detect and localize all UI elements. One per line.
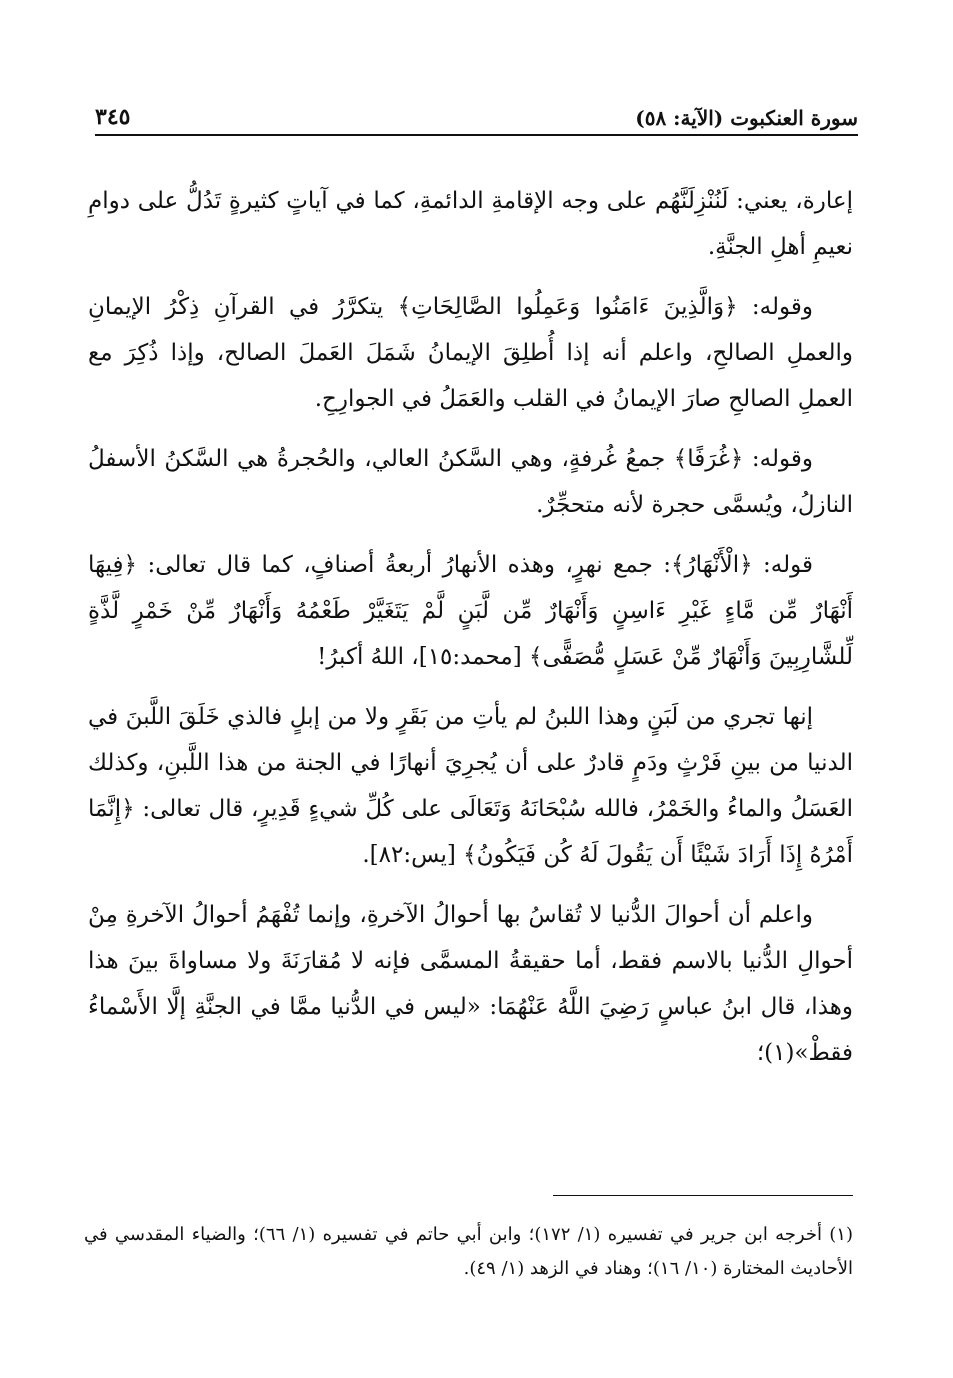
paragraph: قوله: ﴿الْأَنْهَارُ﴾: جمع نهرٍ، وهذه الأنهارُ أربعةُ أصنافٍ، كما قال تعالى: ﴿فِيهَا أَنْهَارٌ مِّن مَّاءٍ غَيْرِ ءَاسِنٍ وَأَنْهَارٌ مِّن لَّبَنٍ لَّمْ يَتَغَيَّرْ طَعْمُهُ وَأَنْهَارٌ مِّنْ خَمْرٍ لَّذَّةٍ لِّلشَّارِبِينَ وَأَنْهَارٌ مِّنْ عَسَلٍ مُّصَفًّى﴾ [محمد:١٥]، اللهُ أكبرُ! (88, 552, 853, 670)
running-title: سورة العنكبوت (الآية: ٥٨) (635, 106, 858, 130)
paragraph: وقوله: ﴿وَالَّذِينَ ءَامَنُوا وَعَمِلُوا الصَّالِحَاتِ﴾ يتكرَّرُ في القرآنِ ذِكْرُ الإيمانِ والعملِ الصالحِ، واعلم أنه إذا أُطلِقَ الإيمانُ شَمَلَ العَملَ الصالح، وإذا ذُكِرَ مع العملِ الصالحِ صارَ الإيمانُ في القلب والعَمَلُ في الجوارِحِ. (88, 294, 853, 412)
paragraph: وقوله: ﴿غُرَفًا﴾ جمعُ غُرفةٍ، وهي السَّكنُ العالي، والحُجرةُ هي السَّكنُ الأسفلُ النازلُ، ويُسمَّى حجرة لأنه متحجِّرٌ. (88, 446, 853, 518)
running-header (95, 96, 858, 136)
paragraph: واعلم أن أحوالَ الدُّنيا لا تُقاسُ بها أحوالُ الآخرةِ، وإنما تُفْهَمُ أحوالُ الآخرةِ مِنْ أحوالِ الدُّنيا بالاسم فقط، أما حقيقةُ المسمَّى فإنه لا مُقارَنَةَ ولا مساواةَ بينَ هذا وهذا، قال ابنُ عباسٍ رَضِيَ اللَّهُ عَنْهُمَا: «ليس في الدُّنيا ممَّا في الجنَّةِ إلَّا الأَسْماءُ فقطْ»(١)؛ (88, 902, 853, 1066)
footnote: (١) أخرجه ابن جرير في تفسيره (١/ ١٧٢)؛ وابن أبي حاتم في تفسيره (١/ ٦٦)؛ والضياء المقدسي في الأحاديث المختارة (١٠/ ١٦)؛ وهناد في الزهد (١/ ٤٩). (84, 1224, 853, 1279)
paragraph: إنها تجري من لَبَنٍ وهذا اللبنُ لم يأتِ من بَقَرٍ ولا من إبلٍ فالذي خَلَقَ اللَّبنَ في الدنيا من بينِ فَرْثٍ ودَمٍ قادرٌ على أن يُجرِيَ أنهارًا في الجنة من هذا اللَّبنِ، وكذلك العَسَلُ والماءُ والخَمْرُ، فالله سُبْحَانَهُ وَتَعَالَى على كُلِّ شيءٍ قَدِيرٍ، قال تعالى: ﴿إِنَّمَا أَمْرُهُ إِذَا أَرَادَ شَيْئًا أَن يَقُولَ لَهُ كُن فَيَكُونُ﴾ [يس:٨٢]. (88, 704, 853, 868)
footnote-divider (553, 1195, 853, 1196)
paragraph: إعارة، يعني: لَنُنْزِلَنَّهُم على وجه الإقامةِ الدائمةِ، كما في آياتٍ كثيرةٍ تَدُلُّ على دوامِ نعيمِ أهلِ الجنَّةِ. (88, 188, 853, 260)
main-text (88, 178, 853, 1090)
page-number: ٣٤٥ (95, 104, 131, 130)
